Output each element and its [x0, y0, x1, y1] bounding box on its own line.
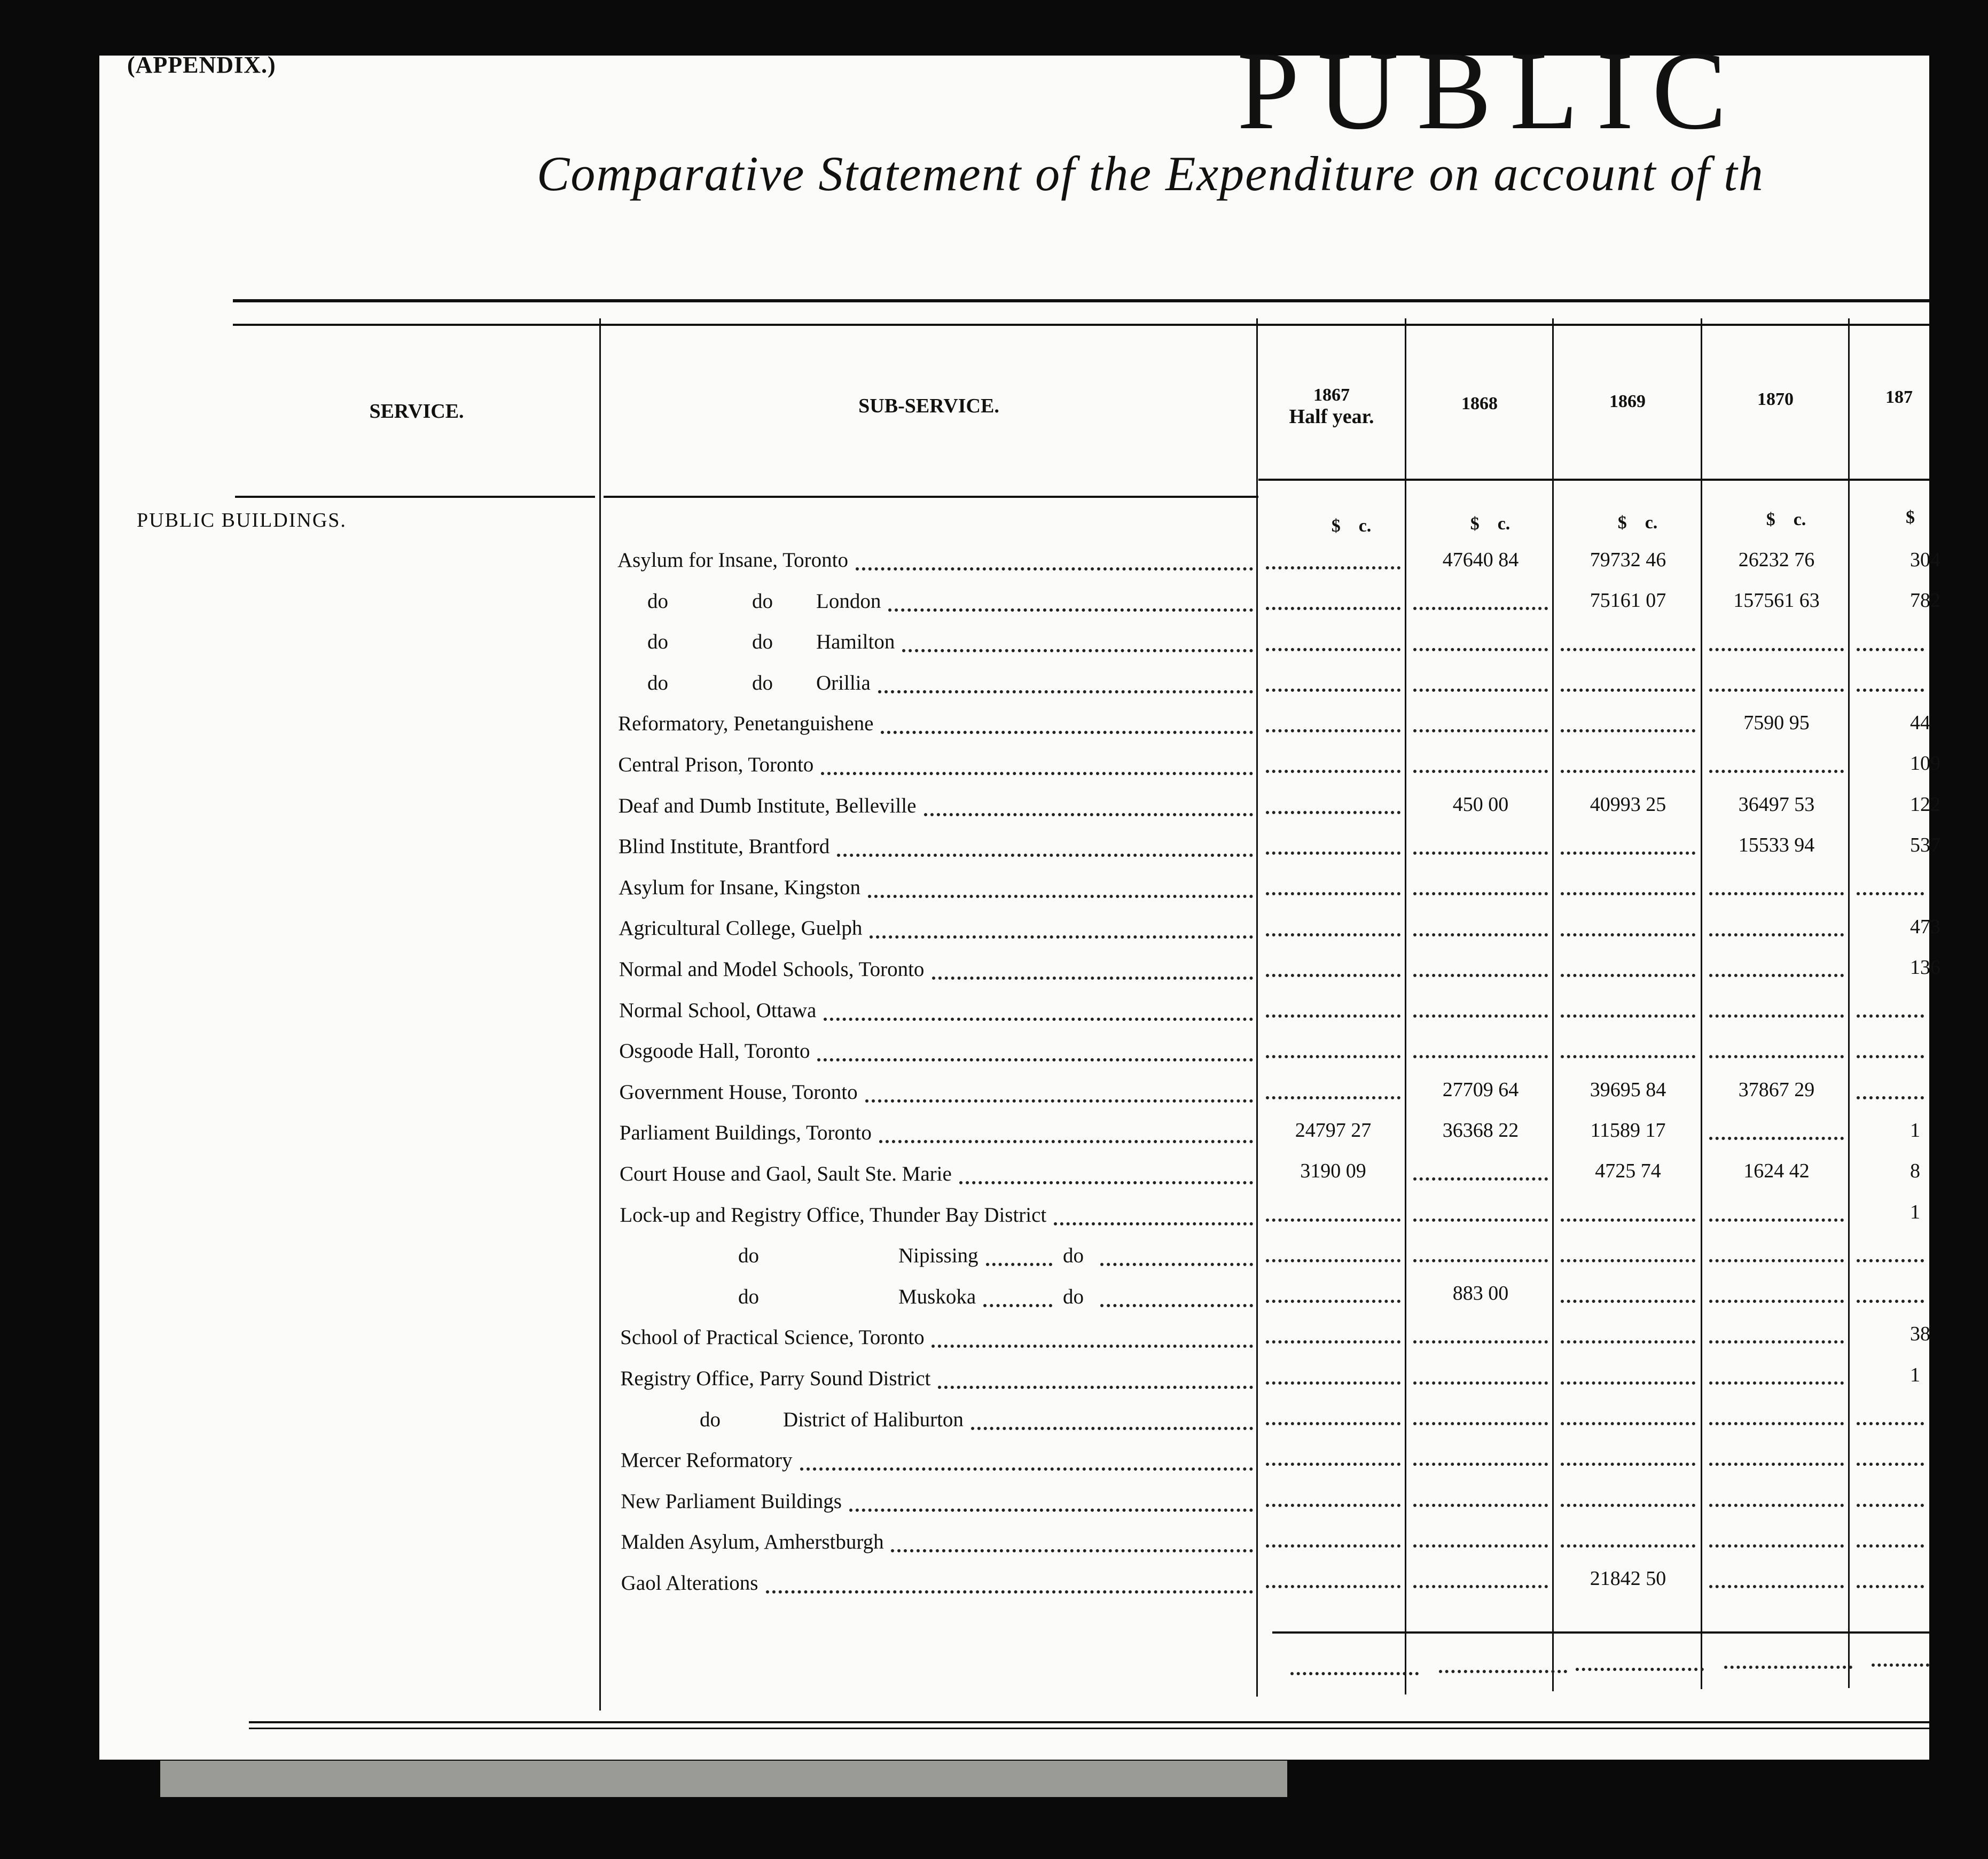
cell-y1870: 36497 53 — [1738, 793, 1815, 816]
empty-cell-dots — [1709, 1460, 1844, 1466]
leader-dots — [971, 1425, 1253, 1430]
cell-y1869: 21842 50 — [1590, 1567, 1666, 1590]
col-rule-2 — [1256, 318, 1258, 1697]
dollar-sign: $ — [1331, 516, 1341, 536]
ditto-mark: do — [752, 630, 773, 654]
empty-cell-dots — [1709, 1583, 1844, 1588]
bottom-rule-b — [249, 1728, 1929, 1729]
cell-y1870: 26232 76 — [1738, 549, 1815, 571]
top-double-rule-a — [233, 299, 1929, 302]
row-label: London — [816, 589, 881, 613]
empty-cell-dots — [1266, 1379, 1400, 1385]
empty-cell-dots — [1709, 1216, 1844, 1222]
empty-cell-dots — [1561, 1379, 1695, 1385]
header-underline-years — [1258, 479, 1929, 481]
row-label: Normal School, Ottawa — [619, 998, 817, 1022]
empty-cell-dots — [1266, 605, 1400, 610]
leader-dots — [1100, 1302, 1253, 1307]
empty-cell-dots — [1561, 727, 1695, 732]
empty-cell-dots — [1413, 1338, 1548, 1344]
total-dots-187x — [1872, 1661, 1929, 1667]
leader-dots — [800, 1465, 1253, 1471]
empty-cell-dots — [1857, 1094, 1924, 1099]
header-187x: 187 — [1885, 387, 1913, 407]
empty-cell-dots — [1413, 849, 1548, 855]
empty-cell-dots — [1266, 1420, 1400, 1425]
leader-dots — [959, 1179, 1253, 1184]
col-rule-1 — [599, 318, 601, 1710]
empty-cell-dots — [1857, 1583, 1924, 1588]
dollar-sign: $ — [1470, 514, 1480, 534]
currency-1869 — [1590, 513, 1686, 533]
page-subtitle: Comparative Statement of the Expenditure on account of th — [537, 146, 1764, 201]
empty-cell-dots — [1413, 1053, 1548, 1058]
empty-cell-dots — [1413, 686, 1548, 692]
row-label: Mercer Reformatory — [620, 1449, 793, 1472]
empty-cell-dots — [1709, 1053, 1844, 1058]
cell-y1870: 37867 29 — [1738, 1078, 1815, 1101]
empty-cell-dots — [1413, 1460, 1548, 1466]
ditto-mark: do — [647, 630, 668, 654]
leader-dots — [938, 1384, 1253, 1389]
cell-y1870: 1624 42 — [1743, 1160, 1810, 1183]
cell-y187x: 44 — [1910, 712, 1930, 735]
total-rule — [1272, 1631, 1929, 1634]
cell-y1870: 15533 94 — [1738, 833, 1815, 856]
empty-cell-dots — [1266, 1053, 1400, 1058]
empty-cell-dots — [1266, 1094, 1400, 1099]
dollar-sign: $ — [1766, 510, 1775, 529]
empty-cell-dots — [1709, 972, 1844, 977]
empty-cell-dots — [1413, 1216, 1548, 1222]
empty-cell-dots — [1709, 686, 1844, 692]
empty-cell-dots — [1561, 1502, 1695, 1507]
cell-y1870: 7590 95 — [1743, 712, 1810, 735]
row-label: Asylum for Insane, Toronto — [617, 549, 848, 572]
empty-cell-dots — [1857, 686, 1924, 692]
row-label: Osgoode Hall, Toronto — [619, 1040, 810, 1063]
empty-cell-dots — [1413, 1542, 1548, 1548]
empty-cell-dots — [1709, 1338, 1844, 1344]
cell-y1869: 11589 17 — [1590, 1119, 1666, 1142]
empty-cell-dots — [1413, 727, 1548, 732]
cell-y1869: 4725 74 — [1595, 1160, 1661, 1183]
empty-cell-dots — [1709, 1542, 1844, 1548]
cents-sign: c. — [1358, 516, 1372, 536]
cell-y187x: 122 — [1910, 793, 1940, 816]
empty-cell-dots — [1266, 646, 1400, 651]
leader-dots — [817, 1056, 1253, 1061]
cell-y1868: 27709 64 — [1442, 1078, 1519, 1101]
cell-y1868: 450 00 — [1452, 793, 1509, 816]
ditto-mark: do — [647, 589, 668, 613]
cell-y1869: 79732 46 — [1590, 549, 1666, 571]
cell-y187x: 782 — [1910, 589, 1940, 612]
row-label: Registry Office, Parry Sound District — [620, 1367, 931, 1390]
empty-cell-dots — [1266, 727, 1400, 732]
header-1870: 1870 — [1757, 389, 1794, 409]
empty-cell-dots — [1857, 646, 1924, 651]
leader-dots — [879, 1138, 1253, 1143]
header-1868: 1868 — [1461, 394, 1498, 413]
empty-cell-dots — [1857, 1420, 1924, 1425]
empty-cell-dots — [1413, 1583, 1548, 1588]
row-label: Gaol Alterations — [621, 1572, 758, 1595]
row-label: New Parliament Buildings — [621, 1489, 842, 1513]
total-dots-1869 — [1576, 1666, 1704, 1671]
row-label: Muskoka — [898, 1285, 976, 1308]
empty-cell-dots — [1561, 1298, 1695, 1303]
ditto-mark: do — [647, 671, 668, 694]
empty-cell-dots — [1857, 1542, 1924, 1548]
leader-dots — [1100, 1261, 1253, 1266]
cell-y187x: 8 — [1910, 1160, 1920, 1183]
empty-cell-dots — [1413, 1012, 1548, 1018]
cell-y187x: 473 — [1910, 915, 1940, 938]
empty-cell-dots — [1266, 849, 1400, 855]
leader-dots — [924, 811, 1253, 816]
empty-cell-dots — [1266, 972, 1400, 977]
empty-cell-dots — [1709, 1420, 1844, 1425]
leader-dots — [849, 1506, 1253, 1512]
ditto-mark: do — [1063, 1285, 1084, 1308]
empty-cell-dots — [1561, 686, 1695, 692]
cell-y1868: 883 00 — [1452, 1282, 1509, 1305]
total-dots-1868 — [1439, 1668, 1567, 1673]
empty-cell-dots — [1709, 931, 1844, 936]
empty-cell-dots — [1266, 1542, 1400, 1548]
page-edge-strip — [160, 1761, 1287, 1797]
header-1867 — [1258, 385, 1405, 427]
empty-cell-dots — [1561, 890, 1695, 895]
leader-dots — [881, 729, 1253, 734]
empty-cell-dots — [1561, 1053, 1695, 1058]
col-rule-3 — [1405, 318, 1406, 1694]
bottom-rule-a — [249, 1721, 1929, 1723]
empty-cell-dots — [1857, 1257, 1924, 1262]
header-underline-subservice — [604, 496, 1258, 498]
currency-1868 — [1442, 514, 1538, 534]
cents-sign: c. — [1645, 513, 1658, 533]
cell-y187x: 109 — [1910, 752, 1940, 775]
row-label: Lock-up and Registry Office, Thunder Bay District — [620, 1203, 1047, 1227]
row-label: Court House and Gaol, Sault Ste. Marie — [620, 1162, 952, 1185]
empty-cell-dots — [1266, 1216, 1400, 1222]
empty-cell-dots — [1266, 931, 1400, 936]
empty-cell-dots — [1561, 1012, 1695, 1018]
empty-cell-dots — [1413, 1257, 1548, 1262]
empty-cell-dots — [1413, 972, 1548, 977]
cell-y1869: 39695 84 — [1590, 1078, 1666, 1101]
cell-y1869: 75161 07 — [1590, 589, 1666, 612]
empty-cell-dots — [1709, 1257, 1844, 1262]
empty-cell-dots — [1266, 1338, 1400, 1344]
empty-cell-dots — [1709, 646, 1844, 651]
leader-dots — [766, 1588, 1253, 1594]
empty-cell-dots — [1709, 1135, 1844, 1140]
leader-dots — [983, 1302, 1052, 1307]
leader-dots — [1054, 1220, 1253, 1225]
cell-y187x: 304 — [1910, 549, 1940, 571]
currency-187x — [1906, 507, 1927, 528]
empty-cell-dots — [1561, 1216, 1695, 1222]
empty-cell-dots — [1561, 972, 1695, 977]
empty-cell-dots — [1857, 890, 1924, 895]
row-label: Deaf and Dumb Institute, Belleville — [618, 794, 917, 817]
row-label: Parliament Buildings, Toronto — [619, 1121, 872, 1145]
cell-y1867: 3190 09 — [1300, 1160, 1366, 1183]
empty-cell-dots — [1266, 809, 1400, 814]
empty-cell-dots — [1709, 1502, 1844, 1507]
cell-y187x: 136 — [1910, 956, 1940, 979]
empty-cell-dots — [1561, 1460, 1695, 1466]
leader-dots — [878, 688, 1253, 693]
empty-cell-dots — [1561, 1338, 1695, 1344]
cell-y187x: 537 — [1910, 833, 1940, 856]
currency-1867 — [1303, 516, 1399, 536]
header-sub-service: SUB-SERVICE. — [858, 395, 999, 417]
empty-cell-dots — [1266, 1502, 1400, 1507]
empty-cell-dots — [1561, 768, 1695, 773]
header-underline-service — [235, 496, 595, 498]
empty-cell-dots — [1266, 890, 1400, 895]
cell-y1870: 157561 63 — [1733, 589, 1820, 612]
row-label: Normal and Model Schools, Toronto — [619, 958, 925, 981]
empty-cell-dots — [1266, 1012, 1400, 1018]
cents-sign: c. — [1497, 514, 1510, 534]
cell-y1869: 40993 25 — [1590, 793, 1666, 816]
leader-dots — [870, 933, 1253, 939]
total-dots-1867 — [1290, 1670, 1419, 1675]
empty-cell-dots — [1413, 646, 1548, 651]
empty-cell-dots — [1561, 931, 1695, 936]
empty-cell-dots — [1413, 931, 1548, 936]
row-label: School of Practical Science, Toronto — [620, 1326, 925, 1349]
dollar-sign: $ — [1617, 513, 1627, 533]
empty-cell-dots — [1413, 768, 1548, 773]
row-label: Central Prison, Toronto — [618, 753, 814, 776]
empty-cell-dots — [1413, 1175, 1548, 1181]
col-rule-5 — [1701, 318, 1702, 1689]
cell-y187x: 38 — [1910, 1323, 1930, 1346]
empty-cell-dots — [1561, 1420, 1695, 1425]
col-rule-4 — [1552, 318, 1554, 1691]
empty-cell-dots — [1857, 1012, 1924, 1018]
leader-dots — [986, 1261, 1052, 1266]
empty-cell-dots — [1413, 890, 1548, 895]
row-label: Blind Institute, Brantford — [618, 835, 830, 858]
row-label: District of Haliburton — [783, 1408, 964, 1431]
empty-cell-dots — [1266, 1583, 1400, 1588]
row-label: Hamilton — [816, 630, 895, 654]
leader-dots — [932, 974, 1253, 980]
cell-y187x: 1 — [1910, 1363, 1920, 1386]
empty-cell-dots — [1266, 686, 1400, 692]
empty-cell-dots — [1266, 1298, 1400, 1303]
header-1867-note: Half year. — [1289, 405, 1374, 428]
top-double-rule-b — [233, 324, 1929, 326]
empty-cell-dots — [1709, 1298, 1844, 1303]
empty-cell-dots — [1709, 1379, 1844, 1385]
empty-cell-dots — [1709, 768, 1844, 773]
cents-sign: c. — [1793, 510, 1806, 529]
currency-1870 — [1738, 510, 1834, 530]
header-1869: 1869 — [1609, 392, 1646, 411]
header-service: SERVICE. — [369, 400, 464, 423]
leader-dots — [821, 770, 1253, 775]
empty-cell-dots — [1561, 849, 1695, 855]
leader-dots — [856, 565, 1253, 571]
service-public-buildings: PUBLIC BUILDINGS. — [137, 509, 347, 532]
row-label: Government House, Toronto — [619, 1080, 858, 1104]
cell-y187x: 1 — [1910, 1200, 1920, 1223]
empty-cell-dots — [1857, 1502, 1924, 1507]
cell-y1867: 24797 27 — [1295, 1119, 1372, 1142]
appendix-label: (APPENDIX.) — [127, 52, 276, 78]
dollar-sign: $ — [1906, 507, 1915, 527]
empty-cell-dots — [1266, 768, 1400, 773]
row-label: Agricultural College, Guelph — [619, 917, 863, 940]
empty-cell-dots — [1266, 1257, 1400, 1262]
leader-dots — [824, 1016, 1253, 1021]
empty-cell-dots — [1413, 1379, 1548, 1385]
leader-dots — [837, 852, 1253, 857]
empty-cell-dots — [1266, 564, 1400, 569]
ditto-mark: do — [700, 1408, 721, 1431]
leader-dots — [891, 1547, 1253, 1552]
row-label: Asylum for Insane, Kingston — [619, 876, 860, 899]
empty-cell-dots — [1857, 1460, 1924, 1466]
row-label: Orillia — [816, 671, 871, 694]
cell-y1868: 47640 84 — [1442, 549, 1519, 571]
empty-cell-dots — [1561, 1257, 1695, 1262]
leader-dots — [888, 606, 1253, 612]
empty-cell-dots — [1709, 890, 1844, 895]
leader-dots — [902, 647, 1253, 652]
row-label: Reformatory, Penetanguishene — [618, 712, 874, 736]
empty-cell-dots — [1413, 1502, 1548, 1507]
ditto-mark: do — [738, 1285, 759, 1308]
empty-cell-dots — [1266, 1460, 1400, 1466]
ditto-mark: do — [1063, 1244, 1084, 1268]
cell-y1868: 36368 22 — [1442, 1119, 1519, 1142]
ditto-mark: do — [752, 589, 773, 613]
empty-cell-dots — [1413, 605, 1548, 610]
page-title: PUBLIC — [1237, 29, 1745, 153]
empty-cell-dots — [1561, 646, 1695, 651]
ditto-mark: do — [738, 1244, 759, 1268]
row-label: Malden Asylum, Amherstburgh — [621, 1530, 884, 1554]
total-dots-1870 — [1724, 1663, 1852, 1669]
row-label: Nipissing — [898, 1244, 979, 1268]
leader-dots — [865, 1097, 1253, 1103]
cell-y187x: 1 — [1910, 1119, 1920, 1142]
empty-cell-dots — [1857, 1053, 1924, 1058]
empty-cell-dots — [1561, 1542, 1695, 1548]
header-1867-year: 1867 — [1313, 385, 1350, 405]
leader-dots — [932, 1342, 1253, 1348]
leader-dots — [868, 893, 1253, 898]
empty-cell-dots — [1413, 1420, 1548, 1425]
ditto-mark: do — [752, 671, 773, 694]
empty-cell-dots — [1709, 1012, 1844, 1018]
empty-cell-dots — [1857, 1298, 1924, 1303]
col-rule-6 — [1848, 318, 1850, 1688]
